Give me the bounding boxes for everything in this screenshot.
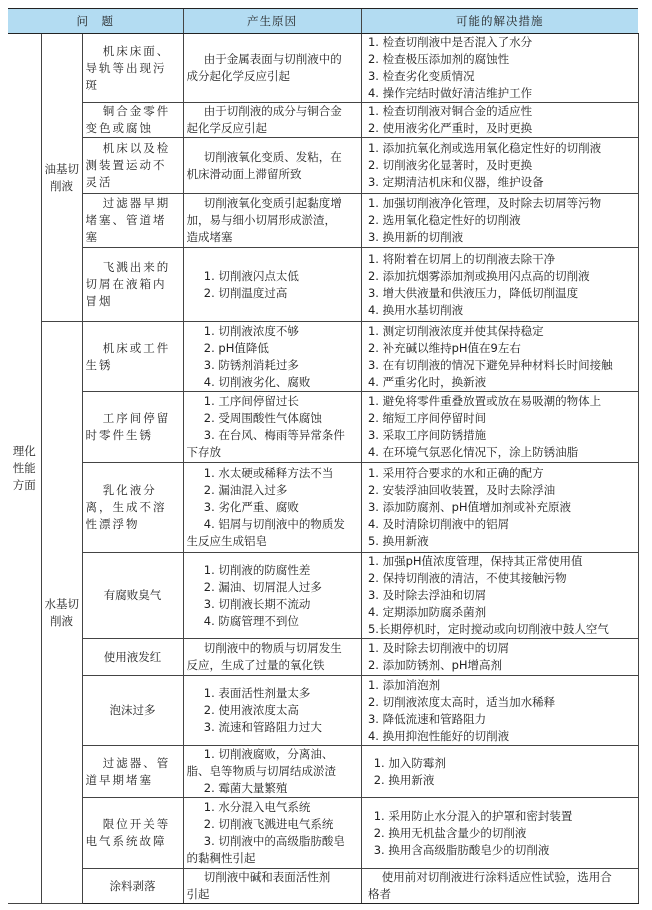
cell-line: 2. 换用新液 <box>373 772 435 787</box>
cell-line: 过滤器早期 <box>102 196 171 210</box>
table-row <box>8 322 638 392</box>
cell-line: 2. 换用无机盐含量少的切削液 <box>373 825 527 840</box>
cell-line: 3. 在有切削液的情况下避免异种材料长时间接触 <box>367 357 613 372</box>
cell-line: 1. 工序间停留过长 <box>203 394 299 408</box>
cause-cell <box>183 138 361 194</box>
cell-line: 工序间停留 <box>102 411 171 425</box>
problem-cell <box>82 248 183 322</box>
cell-line: 斑 <box>85 77 99 92</box>
cell-line: 性能 <box>12 461 36 475</box>
cell-line: 4. 换用水基切削液 <box>367 302 464 317</box>
cell-line: 1. 及时除去切削液中的切屑 <box>367 641 510 655</box>
cell-line: 3. 切削液长期不流动 <box>203 596 311 611</box>
cell-line: 2. 切削液浓度太高时，适当加水稀释 <box>367 694 556 709</box>
cell-line: 4. 铝屑与切削液中的物质发 <box>203 517 345 531</box>
cell-line: 2. 补充碱以维持pH值在9左右 <box>367 340 521 355</box>
cell-line: 生锈 <box>85 357 113 372</box>
cell-line: 过滤器、管 <box>102 755 171 770</box>
cell-line: 1. 水分混入电气系统 <box>203 800 311 814</box>
cell-line: 离，生成不溶 <box>85 500 167 514</box>
cell-line: 机床床面、 <box>102 43 171 58</box>
cell-line: 4. 切削液劣化、腐败 <box>203 374 311 389</box>
cell-line: 灵活 <box>85 175 113 189</box>
cell-line: 导轨等出现污 <box>85 60 167 75</box>
table-row <box>8 392 638 463</box>
cell-line: 削液 <box>50 613 73 628</box>
cell-line: 3. 防锈剂消耗过多 <box>203 357 299 372</box>
table-row <box>8 798 638 869</box>
solution-cell <box>361 248 638 322</box>
cause-cell <box>183 798 361 869</box>
cell-line: 1. 切削液浓度不够 <box>203 323 299 338</box>
cell-line: 道早期堵塞 <box>85 772 153 787</box>
solution-cell <box>361 392 638 463</box>
table-row <box>8 869 638 904</box>
problem-cell <box>82 103 183 138</box>
solution-cell <box>361 746 638 798</box>
cell-line: 有腐败臭气 <box>103 588 162 602</box>
cell-line: 1. 采用防止水分混入的护罩和密封装置 <box>373 808 573 823</box>
table-header-row <box>8 9 638 34</box>
table-row <box>8 463 638 553</box>
cell-line: 方面 <box>12 478 36 492</box>
cell-line: 1. 测定切削液浓度并使其保持稳定 <box>367 323 544 338</box>
cell-line: 使用前对切削液进行涂料适应性试验，选用合 <box>381 870 612 884</box>
cell-line: 1. 避免将零件重叠放置或放在易吸潮的物体上 <box>367 394 602 408</box>
problem-cell <box>82 138 183 194</box>
solution-cell <box>361 798 638 869</box>
problem-cell <box>82 746 183 798</box>
cell-line: 变色或腐蚀 <box>85 121 153 135</box>
cell-line: 铜合金零件 <box>102 104 171 118</box>
cell-line: 飞溅出来的 <box>102 260 171 274</box>
cell-line: 起化学反应引起 <box>186 121 268 135</box>
cell-line: 2. 添加防锈剂、pH增高剂 <box>367 658 503 672</box>
cause-cell <box>183 103 361 138</box>
cell-line: 2. 受周围酸性气体腐蚀 <box>203 411 322 425</box>
cause-cell <box>183 869 361 904</box>
problem-cell <box>82 194 183 248</box>
cell-line: 1. 表面活性剂量太多 <box>203 686 311 700</box>
cell-line: 1. 切削液的防腐性差 <box>203 562 311 577</box>
cause-cell <box>183 248 361 322</box>
cell-line: 3. 添加防腐剂、pH值增加剂或补充原液 <box>367 500 572 514</box>
cell-line: 1. 加强切削液净化管理，及时除去切屑等污物 <box>367 196 602 210</box>
cell-line: 2. 检查极压添加剂的腐蚀性 <box>367 52 510 66</box>
cell-line: 3. 采取工序间防锈措施 <box>367 428 487 442</box>
cell-line: 塞 <box>85 230 99 244</box>
cell-line: 3. 定期清洁机床和仪器，维护设备 <box>367 175 544 189</box>
cause-cell <box>183 392 361 463</box>
cell-line: 3. 增大供液量和供液压力，降低切削温度 <box>367 285 579 300</box>
cell-line: 3. 在台风、梅雨等异常条件 <box>203 428 345 442</box>
cell-line: 1. 将附着在切屑上的切削液去除干净 <box>367 251 556 266</box>
cell-line: 2. 安装浮油回收装置，及时去除浮油 <box>367 483 556 497</box>
problem-cell <box>82 322 183 392</box>
cell-line: 2. 添加抗烟雾添加剂或换用闪点高的切削液 <box>367 268 590 283</box>
table-row <box>8 676 638 746</box>
cause-cell <box>183 553 361 639</box>
cell-line: 2. 保持切削液的清洁，不使其接触污物 <box>367 571 567 585</box>
solution-cell <box>361 553 638 639</box>
cell-line: 切削液氧化变质引起黏度增 <box>203 196 342 210</box>
cell-line: 削液 <box>50 178 73 193</box>
group-oil-based <box>41 34 82 322</box>
cell-line: 2. 切削液劣化显著时，及时更换 <box>367 158 533 172</box>
cell-line: 3. 换用含高级脂肪酸皂少的切削液 <box>373 842 550 857</box>
cell-line: 4. 防腐管理不到位 <box>203 613 299 628</box>
problem-cell <box>82 34 183 103</box>
cell-line: 3. 换用新的切削液 <box>367 230 464 244</box>
cell-line: 水基切 <box>44 596 79 611</box>
cause-cell <box>183 676 361 746</box>
solution-cell <box>361 138 638 194</box>
table-row <box>8 103 638 138</box>
solution-cell <box>361 34 638 103</box>
solution-cell <box>361 103 638 138</box>
cause-cell <box>183 746 361 798</box>
solution-cell <box>361 322 638 392</box>
cell-line: 1. 检查切削液对铜合金的适应性 <box>367 104 533 118</box>
cell-line: 造成堵塞 <box>186 230 233 244</box>
cell-line: 1. 采用符合要求的水和正确的配方 <box>367 466 544 480</box>
problem-cell <box>82 639 183 676</box>
cell-line: 脂、皂等物质与切屑结成淤渣 <box>186 764 337 778</box>
cell-line: 3. 切削液中的高级脂肪酸皂 <box>203 834 345 848</box>
cell-line: 2. 漏油、切屑混人过多 <box>203 579 322 594</box>
cell-line: 2. 漏油混入过多 <box>203 483 288 497</box>
header-solution: 可能的解决措施 <box>361 9 638 34</box>
cell-line: 5. 换用新液 <box>367 534 429 548</box>
cell-line: 3. 及时除去浮油和切屑 <box>367 588 487 602</box>
cell-line: 机床或工件 <box>102 340 171 355</box>
cell-line: 电气系统故障 <box>85 834 167 848</box>
cell-line: 2. 使用液浓度太高 <box>203 703 299 717</box>
table-row <box>8 34 638 103</box>
cell-line: 切屑在液箱内 <box>85 277 167 291</box>
cell-line: 1. 切削液腐败，分离油、 <box>203 747 334 761</box>
header-problem: 问 题 <box>8 9 183 34</box>
cell-line: 冒烟 <box>85 294 113 308</box>
cell-line: 4. 定期添加防腐杀菌剂 <box>367 605 487 619</box>
cell-line: 由于切削液的成分与铜合金 <box>203 104 342 118</box>
cause-cell <box>183 322 361 392</box>
cause-cell <box>183 639 361 676</box>
table-row <box>8 553 638 639</box>
problem-cell <box>82 798 183 869</box>
cell-line: 2. 使用液劣化严重时，及时更换 <box>367 121 533 135</box>
problem-cell <box>82 676 183 746</box>
cell-line: 乳化液分 <box>102 483 157 497</box>
cell-line: 1. 水太硬或稀释方法不当 <box>203 466 334 480</box>
cell-line: 的黏稠性引起 <box>186 851 256 865</box>
cell-line: 4. 严重劣化时，换新液 <box>367 374 487 389</box>
cell-line: 1. 切削液闪点太低 <box>203 268 299 283</box>
cell-line: 格者 <box>367 887 391 901</box>
cell-line: 切削液中碱和表面活性剂 <box>203 870 331 884</box>
table-row <box>8 138 638 194</box>
cell-line: 由于金属表面与切削液中的 <box>203 52 342 66</box>
cell-line: 生反应生成铝皂 <box>186 534 268 548</box>
header-cause: 产生原因 <box>183 9 361 34</box>
solution-cell <box>361 194 638 248</box>
solution-cell <box>361 869 638 904</box>
problem-cell <box>82 553 183 639</box>
cause-cell <box>183 194 361 248</box>
cell-line: 成分起化学反应引起 <box>186 69 291 83</box>
cell-line: 4. 及时清除切削液中的铝屑 <box>367 517 510 531</box>
table-row <box>8 746 638 798</box>
cell-line: 1. 添加消泡剂 <box>367 677 441 692</box>
cell-line: 3. 降低流速和管路阻力 <box>367 711 487 726</box>
cell-line: 性漂浮物 <box>85 517 140 531</box>
table-row <box>8 248 638 322</box>
cell-line: 2. 切削温度过高 <box>203 285 288 300</box>
cell-line: 切削液中的物质与切屑发生 <box>203 641 342 655</box>
cell-line: 下存放 <box>186 445 222 459</box>
cell-line: 2. pH值降低 <box>203 340 269 355</box>
cell-line: 机床以及检 <box>102 141 171 155</box>
cell-line: 5.长期停机时，定时搅动或向切削液中鼓人空气 <box>367 622 609 636</box>
cell-line: 测装置运动不 <box>85 158 167 172</box>
cell-line: 切削液氧化变质、发粘，在 <box>203 149 342 164</box>
cell-line: 3. 流速和管路阻力过大 <box>203 720 322 734</box>
table-row <box>8 639 638 676</box>
cell-line: 时零件生锈 <box>85 428 153 442</box>
cell-line: 2. 选用氧化稳定性好的切削液 <box>367 213 521 227</box>
cell-line: 3. 劣化严重、腐败 <box>203 500 299 514</box>
cell-line: 4. 换用抑泡性能好的切削液 <box>367 728 510 743</box>
solution-cell <box>361 639 638 676</box>
cell-line: 堵塞、管道堵 <box>85 213 167 227</box>
problem-cell <box>82 392 183 463</box>
solution-cell <box>361 463 638 553</box>
problem-cell <box>82 869 183 904</box>
cell-line: 机床滑动面上滞留所致 <box>186 166 302 181</box>
cell-line: 限位开关等 <box>102 817 171 831</box>
cell-line: 1. 加入防霉剂 <box>373 755 446 770</box>
cell-line: 油基切 <box>44 161 79 176</box>
problem-cell <box>82 463 183 553</box>
cell-line: 1. 添加抗氧化剂或选用氧化稳定性好的切削液 <box>367 141 602 155</box>
cell-line: 涂料剥落 <box>109 878 156 893</box>
cell-line: 2. 切削液飞溅进电气系统 <box>203 817 334 831</box>
cell-line: 1. 检查切削液中是否混入了水分 <box>367 35 533 49</box>
category-cell <box>8 34 41 904</box>
table-row <box>8 194 638 248</box>
cell-line: 4. 在环境气氛恶化情况下，涂上防锈油脂 <box>367 445 579 459</box>
cell-line: 1. 加强pH值浓度管理，保持其正常使用值 <box>367 554 583 568</box>
troubleshooting-table <box>8 8 639 904</box>
cell-line: 反应，生成了过量的氧化铁 <box>186 658 325 672</box>
cell-line: 泡沫过多 <box>109 703 156 717</box>
cell-line: 4. 操作完结时做好清洁维护工作 <box>367 86 533 100</box>
cell-line: 理化 <box>12 444 36 458</box>
solution-cell <box>361 676 638 746</box>
cell-line: 加，易与细小切屑形成淤渣， <box>186 213 337 227</box>
cause-cell <box>183 34 361 103</box>
cause-cell <box>183 463 361 553</box>
cell-line: 3. 检查劣化变质情况 <box>367 69 475 83</box>
cell-line: 2. 霉菌大量繁殖 <box>203 781 288 795</box>
cell-line: 引起 <box>186 887 210 901</box>
group-water-based <box>41 322 82 904</box>
cell-line: 2. 缩短工序间停留时间 <box>367 411 487 425</box>
cell-line: 使用液发红 <box>103 649 162 664</box>
